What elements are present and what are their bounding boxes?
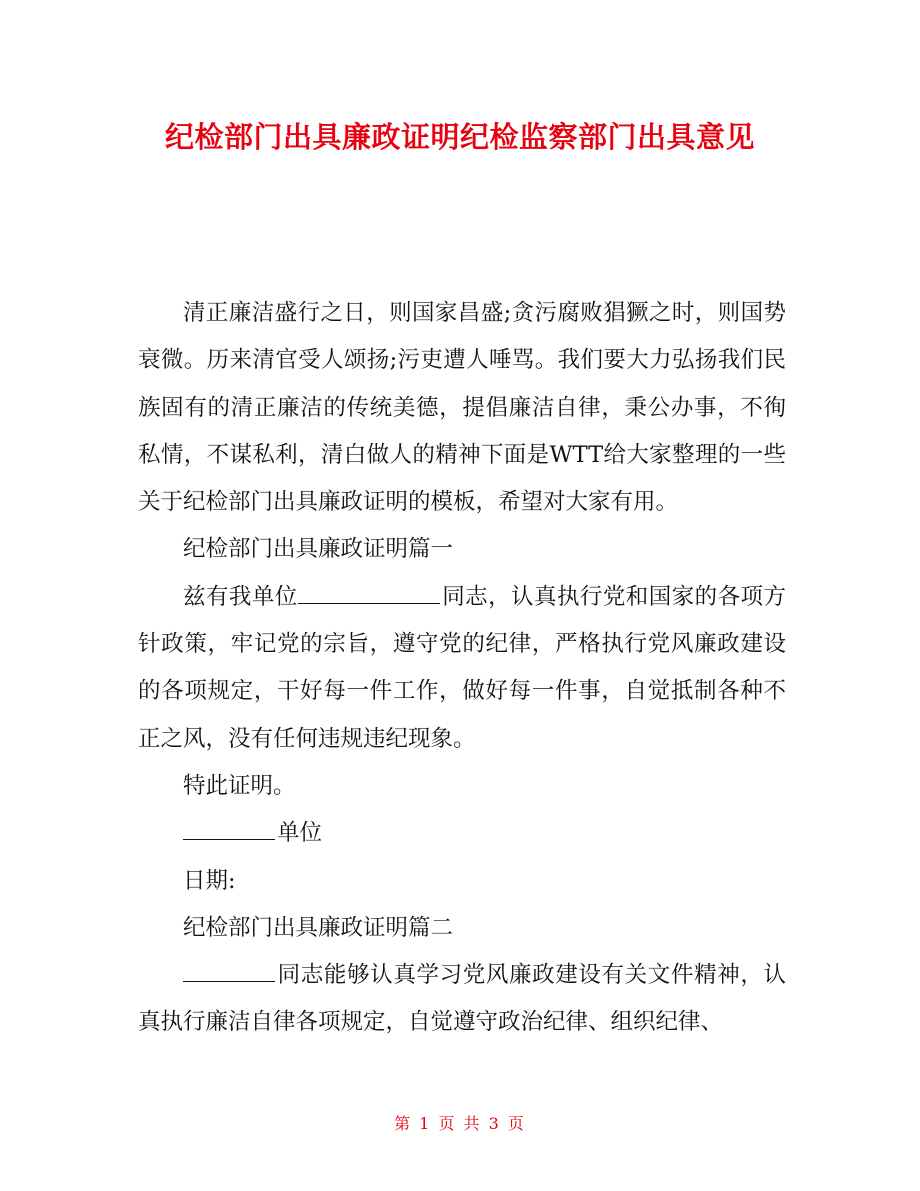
section-heading-one: 纪检部门出具廉政证明篇一	[183, 536, 454, 563]
section-heading-two: 纪检部门出具廉政证明篇二	[183, 914, 454, 941]
name-blank-line	[298, 581, 440, 604]
document-body	[138, 290, 786, 1047]
date-line: 日期:	[183, 867, 236, 894]
unit-line	[138, 810, 786, 857]
unit-blank-line	[183, 817, 275, 840]
certificate-closing: 特此证明。	[183, 772, 296, 799]
certificate-paragraph	[138, 574, 786, 763]
document-title: 纪检部门出具廉政证明纪检监察部门出具意见	[164, 120, 755, 154]
second-certificate-body: 同志能够认真学习党风廉政建设有关文件精神，认真执行廉洁自律各项规定，自觉遵守政治纪律、组织纪律、	[138, 962, 786, 1036]
intro-paragraph: 清正廉洁盛行之日，则国家昌盛;贪污腐败猖獗之时，则国势衰微。历来清官受人颂扬;污吏遭人唾骂。我们要大力弘扬我们民族固有的清正廉洁的传统美德，提倡廉洁自律，秉公办事，不徇私情，不谋私利，清白做人的精神下面是WTT给大家整理的一些关于纪检部门出具廉政证明的模板，希望对大家有用。	[138, 300, 786, 516]
unit-suffix: 单位	[277, 820, 323, 847]
second-name-blank-line	[183, 959, 275, 982]
certificate-body: 同志，认真执行党和国家的各项方针政策，牢记党的宗旨，遵守党的纪律，严格执行党风廉政建设的各项规定，干好每一件工作，做好每一件事，自觉抵制各种不正之风，没有任何违规违纪现象。	[138, 583, 786, 752]
page-number: 第 1 页 共 3 页	[394, 1114, 526, 1133]
second-certificate-paragraph	[138, 952, 786, 1047]
certificate-prefix: 兹有我单位	[183, 583, 298, 610]
